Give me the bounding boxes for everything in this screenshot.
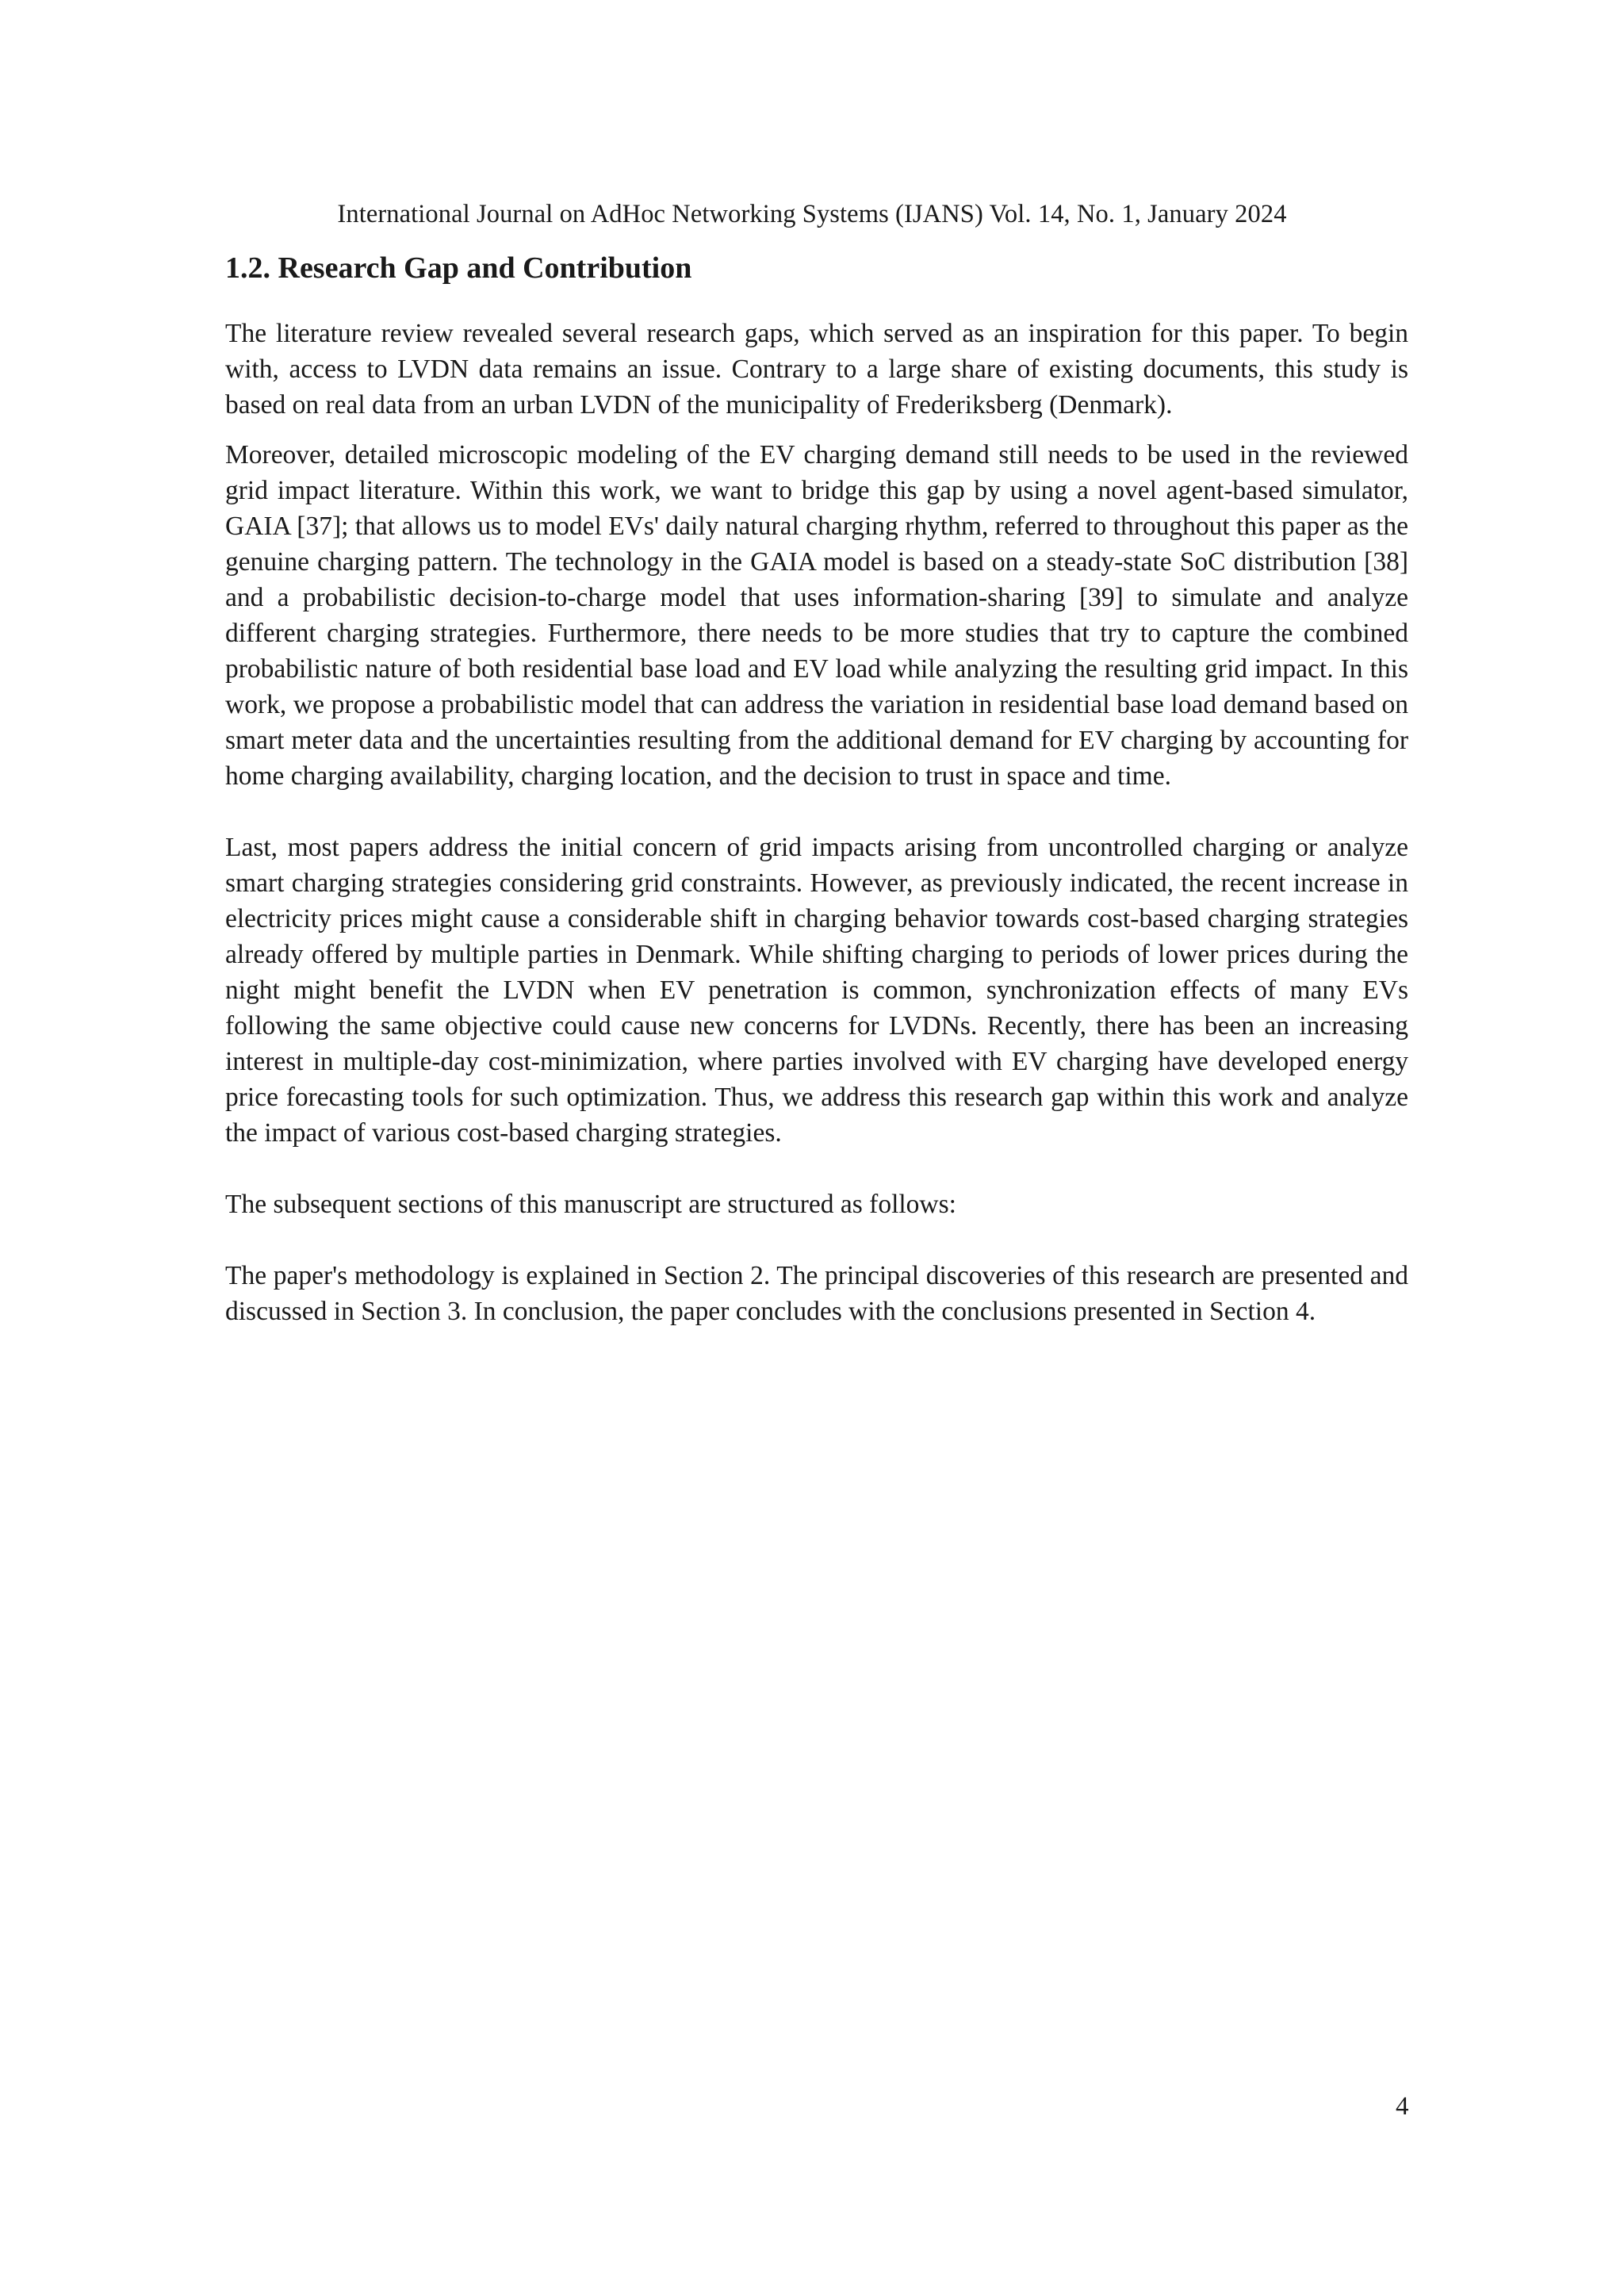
paragraph-cost-based-charging: Last, most papers address the initial concern of grid impacts arising from uncontrolled charging or analyze smart charging strategies considering grid constraints. However, as previously indicated, the recent increase in electricity prices might cause a considerable shift in charging behavior towards cost-based charging strategies already offered by multiple parties in Denmark. While shifting charging to periods of lower prices during the night might benefit the LVDN when EV penetration is common, synchronization effects of many EVs following the same objective could cause new concerns for LVDNs. Recently, there has been an increasing interest in multiple-day cost-minimization, where parties involved with EV charging have developed energy price forecasting tools for such optimization. Thus, we address this research gap within this work and analyze the impact of various cost-based charging strategies. (225, 833, 1408, 1148)
paragraph-section-outline: The paper's methodology is explained in Section 2. The principal discoveries of this research are presented and discussed in Section 3. In conclusion, the paper concludes with the conclusions presented in Section 4. (225, 1261, 1408, 1326)
section-body (225, 316, 1408, 1329)
paragraph-ev-modeling: Moreover, detailed microscopic modeling of the EV charging demand still needs to be used in the reviewed grid impact literature. Within this work, we want to bridge this gap by using a novel agent-based simulator, GAIA [37]; that allows us to model EVs' daily natural charging rhythm, referred to throughout this paper as the genuine charging pattern. The technology in the GAIA model is based on a steady-state SoC distribution [38] and a probabilistic decision-to-charge model that uses information-sharing [39] to simulate and analyze different charging strategies. Furthermore, there needs to be more studies that try to capture the combined probabilistic nature of both residential base load and EV load while analyzing the resulting grid impact. In this work, we propose a probabilistic model that can address the variation in residential base load demand based on smart meter data and the uncertainties resulting from the additional demand for EV charging by accounting for home charging availability, charging location, and the decision to trust in space and time. (225, 440, 1408, 791)
running-header: International Journal on AdHoc Networking Systems (IJANS) Vol. 14, No. 1, January 2024 (337, 200, 1287, 228)
section-heading: 1.2. Research Gap and Contribution (225, 251, 692, 285)
paragraph-structure-intro: The subsequent sections of this manuscript are structured as follows: (225, 1190, 956, 1219)
page-number: 4 (1396, 2092, 1409, 2121)
paragraph-research-gaps: The literature review revealed several research gaps, which served as an inspiration for this paper. To begin with, access to LVDN data remains an issue. Contrary to a large share of existing documents, this study is based on real data from an urban LVDN of the municipality of Frederiksberg (Denmark). (225, 319, 1408, 420)
